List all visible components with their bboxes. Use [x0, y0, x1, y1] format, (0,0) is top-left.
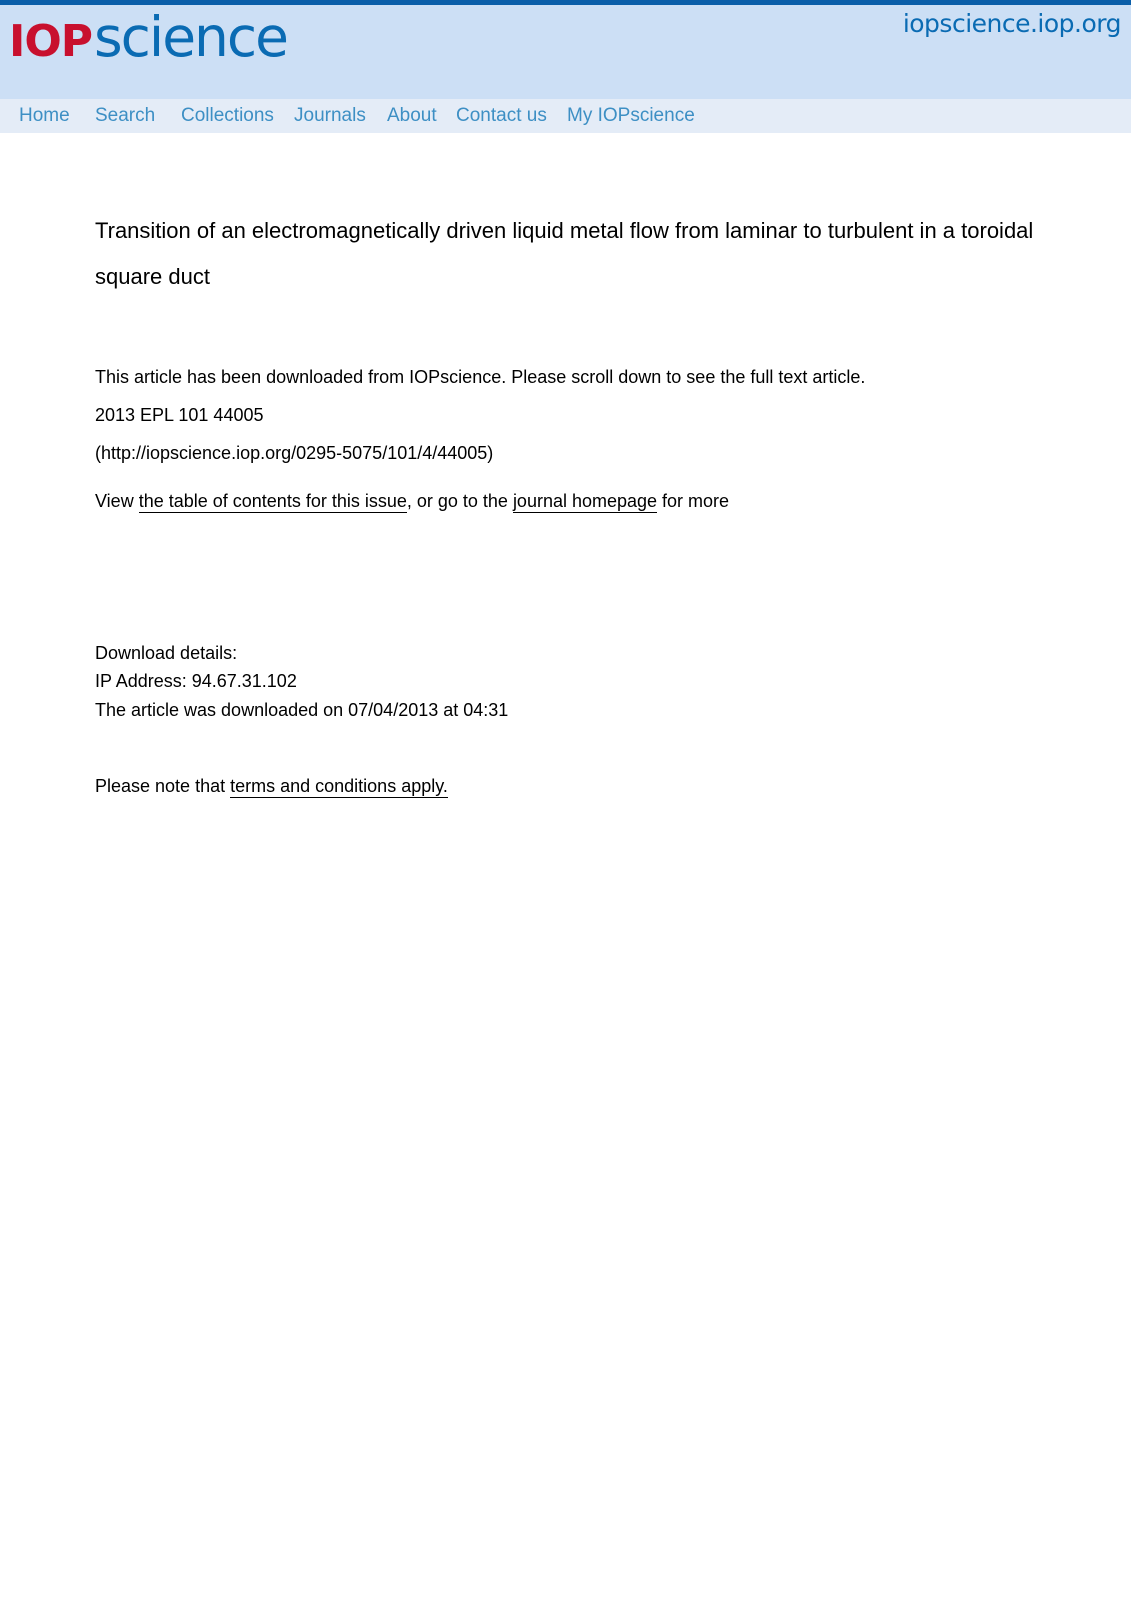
logo-iop-text: IOP: [9, 16, 93, 67]
terms-line: [95, 775, 448, 797]
article-title: Transition of an electromagnetically driven liquid metal flow from laminar to turbulent in a toroidal square duct: [95, 218, 1034, 289]
ip-address: IP Address: 94.67.31.102: [95, 671, 297, 691]
logo-science-text: science: [94, 5, 287, 69]
main-nav: [0, 99, 1131, 133]
journal-homepage-link[interactable]: journal homepage: [512, 491, 658, 511]
article-url: (http://iopscience.iop.org/0295-5075/101/4/44005): [95, 443, 494, 463]
terms-and-conditions-link[interactable]: terms and conditions apply.: [230, 776, 448, 796]
view-suffix-text: for more: [657, 491, 730, 511]
view-prefix-text: View: [95, 491, 139, 511]
nav-journals[interactable]: Journals: [294, 105, 366, 126]
nav-about[interactable]: About: [387, 105, 437, 126]
site-url[interactable]: iopscience.iop.org: [902, 9, 1121, 38]
nav-my-iopscience[interactable]: My IOPscience: [567, 105, 695, 126]
download-details-heading: Download details:: [95, 643, 238, 663]
article-citation: 2013 EPL 101 44005: [95, 405, 264, 425]
site-header: [0, 5, 1131, 99]
iopscience-logo[interactable]: [9, 5, 287, 69]
nav-contact-us[interactable]: Contact us: [456, 105, 547, 126]
download-timestamp: The article was downloaded on 07/04/2013 at 04:31: [95, 700, 509, 720]
terms-prefix-text: Please note that: [95, 776, 231, 796]
view-links-line: [95, 490, 729, 512]
nav-search[interactable]: Search: [95, 105, 156, 126]
nav-collections[interactable]: Collections: [181, 105, 274, 126]
view-middle-text: , or go to the: [406, 491, 513, 511]
table-of-contents-link[interactable]: the table of contents for this issue: [138, 491, 407, 511]
download-notice: This article has been downloaded from IOPscience. Please scroll down to see the full text article.: [95, 367, 866, 387]
nav-home[interactable]: Home: [19, 105, 70, 126]
